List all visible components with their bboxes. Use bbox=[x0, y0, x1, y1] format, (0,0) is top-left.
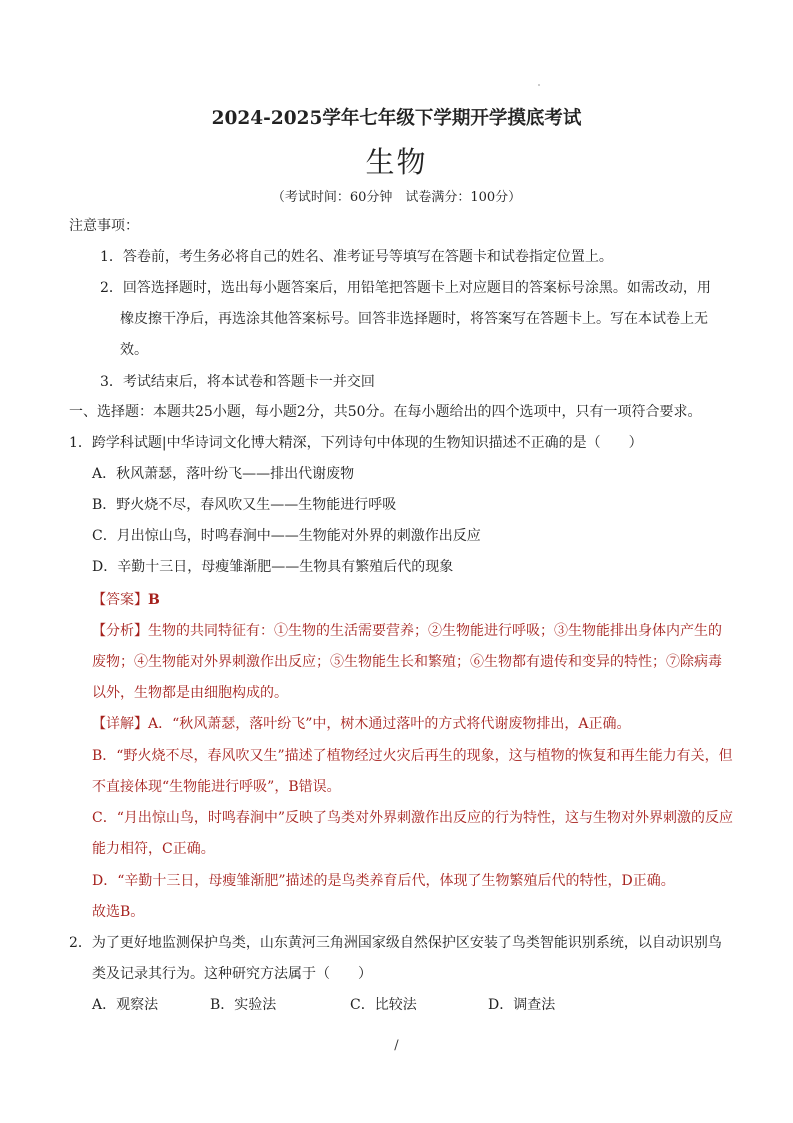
q1-option-a: A．秋风萧瑟，落叶纷飞——排出代谢废物 bbox=[92, 466, 355, 482]
q1-answer bbox=[92, 590, 160, 610]
detail-a-text: A．“秋风萧瑟，落叶纷飞”中，树木通过落叶的方式将代谢废物排出，A正确。 bbox=[148, 716, 631, 732]
analysis-tag: 【分析】 bbox=[92, 623, 148, 639]
exam-meta: （考试时间：60分钟 试卷满分：100分） bbox=[271, 190, 522, 205]
subject-title: 生物 bbox=[365, 145, 428, 179]
page-footer: / bbox=[394, 1038, 399, 1053]
detail-tag: 【详解】 bbox=[92, 716, 148, 732]
q1-detail-c-line-2: 能力相符，C正确。 bbox=[92, 841, 215, 857]
q1-conclusion: 故选B。 bbox=[92, 904, 145, 920]
note-1: 1．答卷前，考生务必将自己的姓名、准考证号等填写在答题卡和试卷指定位置上。 bbox=[100, 249, 613, 265]
q1-option-d: D．辛勤十三日，母瘦雏渐肥——生物具有繁殖后代的现象 bbox=[92, 559, 454, 575]
q1-detail-c-line-1: C．“月出惊山鸟，时鸣春涧中”反映了鸟类对外界刺激作出反应的行为特性，这与生物对外界刺激的反应 bbox=[92, 810, 734, 826]
q1-stem: 1．跨学科试题|中华诗词文化博大精深，下列诗句中体现的生物知识描述不正确的是（ ） bbox=[69, 435, 643, 451]
q2-option-a: A．观察法 bbox=[92, 997, 159, 1013]
q1-detail-b-line-2: 不直接体现“生物能进行呼吸”，B错误。 bbox=[92, 779, 341, 795]
answer-value: B bbox=[148, 592, 160, 608]
q1-option-b: B．野火烧不尽，春风吹又生——生物能进行呼吸 bbox=[92, 497, 397, 513]
note-2-line-1: 2．回答选择题时，选出每小题答案后，用铅笔把答题卡上对应题目的答案标号涂黑。如需改动，用 bbox=[100, 280, 711, 296]
exam-title: 2024-2025学年七年级下学期开学摸底考试 bbox=[211, 108, 582, 129]
section-1-heading: 一、选择题：本题共25小题，每小题2分，共50分。在每小题给出的四个选项中，只有一项符合要求。 bbox=[69, 404, 702, 420]
note-3: 3．考试结束后，将本试卷和答题卡一并交回 bbox=[100, 374, 375, 390]
q2-option-d: D．调查法 bbox=[488, 997, 556, 1013]
q2-stem-line-2: 类及记录其行为。这种研究方法属于（ ） bbox=[92, 966, 372, 982]
q2-option-c: C．比较法 bbox=[350, 997, 417, 1013]
q1-option-c: C．月出惊山鸟，时鸣春涧中——生物能对外界的刺激作出反应 bbox=[92, 528, 481, 544]
note-2-line-2: 橡皮擦干净后，再选涂其他答案标号。回答非选择题时，将答案写在答题卡上。写在本试卷上无 bbox=[120, 311, 708, 327]
note-2-line-3: 效。 bbox=[120, 342, 148, 358]
q1-analysis-line-1 bbox=[92, 621, 722, 641]
q1-detail-b-line-1: B．“野火烧不尽，春风吹又生”描述了植物经过火灾后再生的现象，这与植物的恢复和再生能力有关，但 bbox=[92, 748, 733, 764]
notes-heading: 注意事项： bbox=[69, 218, 139, 234]
scan-dot bbox=[538, 84, 540, 86]
answer-tag: 【答案】 bbox=[92, 592, 148, 608]
q2-stem-line-1: 2．为了更好地监测保护鸟类，山东黄河三角洲国家级自然保护区安装了鸟类智能识别系统，以自动识别鸟 bbox=[69, 935, 722, 951]
q1-analysis-line-2: 废物；④生物能对外界刺激作出反应；⑤生物能生长和繁殖；⑥生物都有遗传和变异的特性；⑦除病毒 bbox=[92, 654, 722, 670]
q2-option-b: B．实验法 bbox=[210, 997, 277, 1013]
analysis-text: 生物的共同特征有：①生物的生活需要营养；②生物能进行呼吸；③生物能排出身体内产生的 bbox=[148, 623, 722, 639]
q1-analysis-line-3: 以外，生物都是由细胞构成的。 bbox=[92, 685, 288, 701]
q1-detail-a bbox=[92, 714, 631, 734]
q1-detail-d: D．“辛勤十三日，母瘦雏渐肥”描述的是鸟类养育后代，体现了生物繁殖后代的特性，D正确。 bbox=[92, 873, 675, 889]
